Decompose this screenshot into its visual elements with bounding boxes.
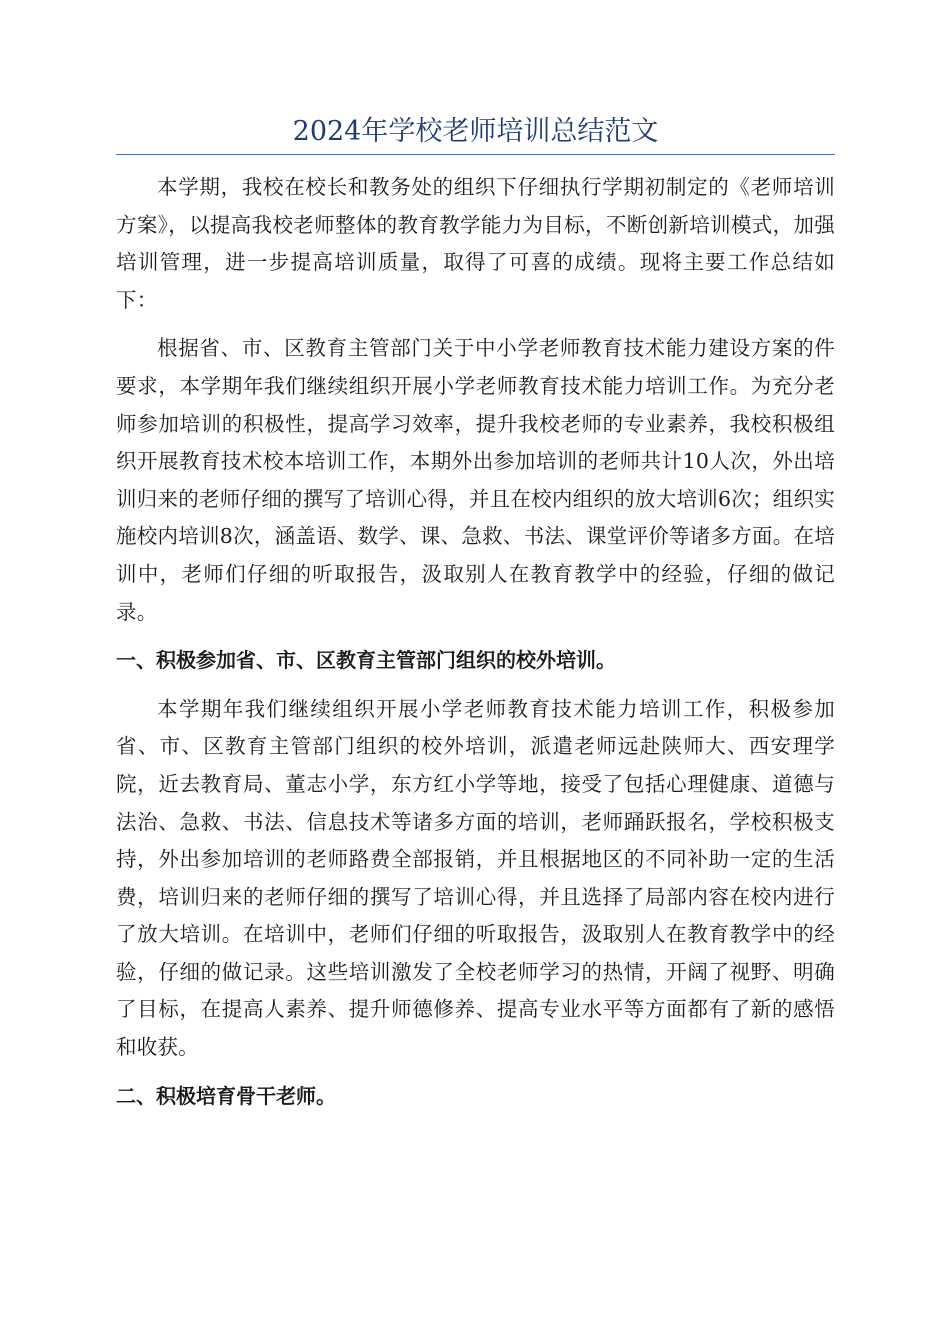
document-page bbox=[116, 112, 835, 1126]
intro-paragraph: 本学期，我校在校长和教务处的组织下仔细执行学期初制定的《老师培训方案》，以提高我校老师整体的教育教学能力为目标，不断创新培训模式，加强培训管理，进一步提高培训质量，取得了可喜的成绩。现将主要工作总结如下： bbox=[116, 175, 835, 312]
background-paragraph: 根据省、市、区教育主管部门关于中小学老师教育技术能力建设方案的件要求，本学期年我们继续组织开展小学老师教育技术能力培训工作。为充分老师参加培训的积极性，提高学习效率，提升我校老师的专业素养，我校积极组织开展教育技术校本培训工作，本期外出参加培训的老师共计10人次，外出培训归来的老师仔细的撰写了培训心得，并且在校内组织的放大培训6次；组织实施校内培训8次，涵盖语、数学、课、急救、书法、课堂评价等诸多方面。在培训中，老师们仔细的听取报告，汲取别人在教育教学中的经验，仔细的做记录。 bbox=[116, 336, 835, 624]
document-title: 2024年学校老师培训总结范文 bbox=[292, 116, 659, 147]
section-1-paragraph: 本学期年我们继续组织开展小学老师教育技术能力培训工作，积极参加省、市、区教育主管部门组织的校外培训，派遣老师远赴陕师大、西安理学院，近去教育局、董志小学，东方红小学等地，接受了包括心理健康、道德与法治、急救、书法、信息技术等诸多方面的培训，老师踊跃报名，学校积极支持，外出参加培训的老师路费全部报销，并且根据地区的不同补助一定的生活费，培训归来的老师仔细的撰写了培训心得，并且选择了局部内容在校内进行了放大培训。在培训中，老师们仔细的听取报告，汲取别人在教育教学中的经验，仔细的做记录。这些培训激发了全校老师学习的热情，开阔了视野、明确了目标，在提高人素养、提升师德修养、提高专业水平等方面都有了新的感悟和收获。 bbox=[116, 696, 835, 1060]
section-heading-2: 二、积极培育骨干老师。 bbox=[116, 1083, 336, 1108]
section-heading-1: 一、积极参加省、市、区教育主管部门组织的校外培训。 bbox=[116, 648, 616, 673]
title-underline bbox=[116, 154, 835, 155]
